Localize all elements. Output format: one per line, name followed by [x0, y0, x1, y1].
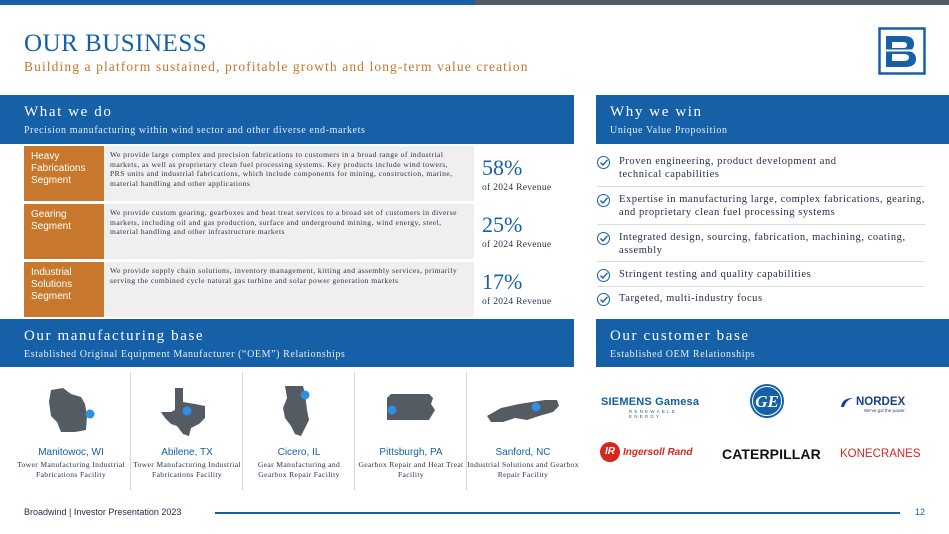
footer-text: Broadwind | Investor Presentation 2023 [24, 507, 182, 517]
segment-row-gearing [24, 204, 474, 259]
footer-divider [215, 512, 900, 514]
site-cicero [243, 372, 355, 490]
segment-label: Industrial Solutions Segment [24, 262, 104, 317]
why-we-win-header [596, 95, 949, 144]
segment-label: Gearing Segment [24, 204, 104, 259]
why-item [597, 292, 925, 310]
segment-percent-label: of 2024 Revenue [482, 240, 552, 250]
segment-description: We provide large complex and precision fabrications to customers in a broad range of industrial markets, as well as proprietary clean fuel processing systems. Key products include wind towers, PRS units and industrial fabrications, which include components for mining, construction, marine, material handling and other applications [110, 150, 453, 188]
site-name: Abilene, TX [161, 447, 213, 458]
check-circle-icon [597, 293, 610, 306]
customer-base-title: Our customer base [610, 328, 750, 344]
check-circle-icon [597, 269, 610, 282]
segment-percent: 58% [482, 155, 523, 180]
segment-percent: 17% [482, 269, 523, 294]
konecranes-logo: KONECRANES [840, 448, 921, 460]
check-circle-icon [597, 194, 610, 207]
why-item-text: Proven engineering, product development and technical capabilities [619, 156, 837, 180]
site-description: Industrial Solutions and Gearbox Repair Facility [467, 460, 579, 479]
ge-monogram-icon [749, 383, 785, 419]
why-item [597, 231, 925, 262]
segment-description: We provide supply chain solutions, inventory management, kitting and assembly services, primarily serving the combined cycle natural gas turbine and solar power generation markets [110, 266, 458, 285]
nordex-swoosh-icon [840, 396, 854, 408]
page-subtitle: Building a platform sustained, profitable growth and long-term value creation [24, 59, 529, 74]
wisconsin-map-icon [15, 380, 127, 442]
segment-row-industrial-solutions [24, 262, 474, 317]
site-name: Sanford, NC [495, 447, 551, 458]
why-item-text: Targeted, multi-industry focus [619, 293, 763, 304]
customer-base-subtitle: Established OEM Relationships [610, 349, 756, 360]
segment-row-heavy-fabrications [24, 146, 474, 201]
check-circle-icon [597, 232, 610, 245]
what-we-do-header [0, 95, 574, 144]
site-manitowoc [15, 372, 127, 490]
why-item-text: Stringent testing and quality capabilities [619, 269, 812, 280]
why-item-text: Integrated design, sourcing, fabrication, machining, coating, assembly [619, 232, 906, 256]
top-accent-bar-blue [0, 0, 475, 5]
manufacturing-base-header [0, 319, 574, 367]
site-description: Tower Manufacturing Industrial Fabrications Facility [17, 460, 125, 479]
why-item [597, 193, 925, 225]
site-sanford [467, 372, 579, 490]
segment-description: We provide custom gearing, gearboxes and heat treat services to a broad set of customers in diverse markets, including oil and gas production, surface and underground mining, wind energy, steel, material handling and other infrastructure markets [110, 208, 457, 237]
site-name: Pittsburgh, PA [379, 447, 443, 458]
texas-map-icon [131, 380, 243, 442]
why-item [597, 268, 925, 287]
ingersoll-rand-logo: IR Ingersoll Rand [600, 442, 700, 462]
why-we-win-title: Why we win [610, 104, 703, 120]
why-we-win-subtitle: Unique Value Proposition [610, 125, 728, 136]
top-accent-bar-gray [475, 0, 949, 5]
site-abilene [131, 372, 243, 490]
svg-text:GE: GE [755, 392, 779, 411]
broadwind-logo-icon [878, 27, 926, 75]
site-description: Gearbox Repair and Heat Treat Facility [358, 460, 464, 479]
siemens-gamesa-logo: SIEMENS Gamesa RENEWABLE ENERGY [601, 396, 700, 419]
what-we-do-title: What we do [24, 104, 113, 120]
site-pittsburgh [355, 372, 467, 490]
check-circle-icon [597, 156, 610, 169]
segment-percent-label: of 2024 Revenue [482, 183, 552, 193]
north-carolina-map-icon [467, 380, 579, 442]
site-name: Cicero, IL [277, 447, 321, 458]
nordex-logo: NORDEX We've got the power. [840, 396, 924, 413]
why-item-text: Expertise in manufacturing large, complex fabrications, gearing, and proprietary clean fuel processing systems [619, 194, 925, 218]
segment-percent-label: of 2024 Revenue [482, 297, 552, 307]
illinois-map-icon [243, 380, 355, 442]
why-item [597, 155, 925, 187]
pennsylvania-map-icon [355, 380, 467, 442]
caterpillar-logo: CATERPILLAR [722, 446, 821, 462]
page-title: OUR BUSINESS [24, 30, 208, 57]
site-name: Manitowoc, WI [38, 447, 104, 458]
page-number: 12 [915, 507, 926, 517]
segment-label: Heavy Fabrications Segment [24, 146, 104, 201]
segment-percent: 25% [482, 212, 523, 237]
what-we-do-subtitle: Precision manufacturing within wind sector and other diverse end-markets [24, 125, 366, 136]
site-description: Tower Manufacturing Industrial Fabrications Facility [133, 460, 241, 479]
manufacturing-base-title: Our manufacturing base [24, 328, 205, 344]
customer-base-header [596, 319, 949, 367]
site-description: Gear Manufacturing and Gearbox Repair Facility [257, 460, 341, 479]
ge-logo [749, 383, 785, 424]
manufacturing-base-subtitle: Established Original Equipment Manufacturer (“OEM”) Relationships [24, 349, 346, 360]
